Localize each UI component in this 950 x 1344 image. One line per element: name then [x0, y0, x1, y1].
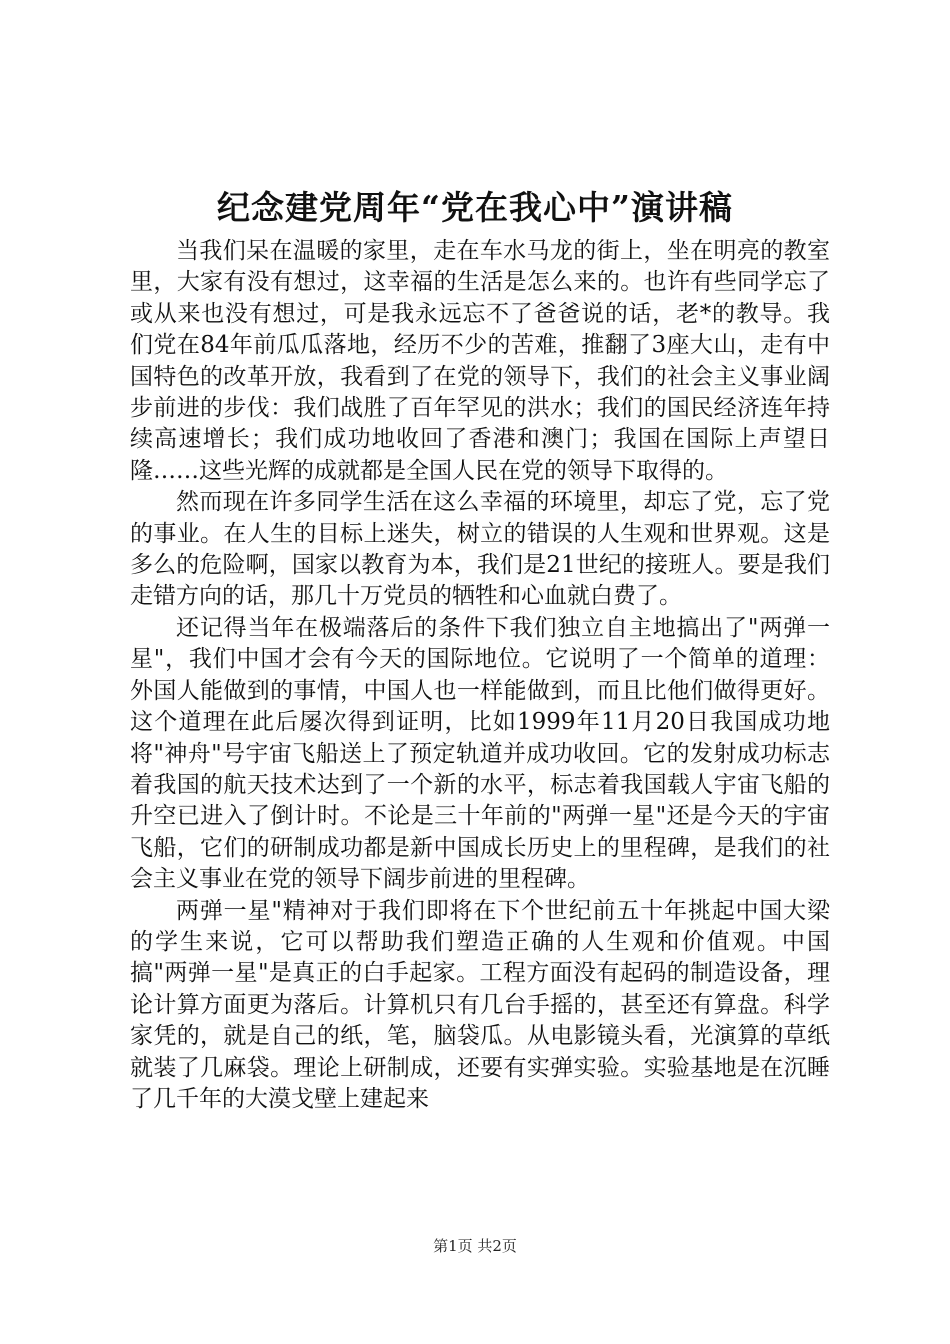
document-title: 纪念建党周年“党在我心中”演讲稿	[217, 188, 733, 227]
page-number-footer: 第1页 共2页	[433, 1237, 517, 1255]
paragraph: 然而现在许多同学生活在这么幸福的环境里，却忘了党，忘了党的事业。在人生的目标上迷失，树立的错误的人生观和世界观。这是多么的危险啊，国家以教育为本，我们是21世纪的接班人。要是我们走错方向的话，那几十万党员的牺牲和心血就白费了。	[130, 489, 830, 610]
paragraph: 还记得当年在极端落后的条件下我们独立自主地搞出了"两弹一星"，我们中国才会有今天的国际地位。它说明了一个简单的道理：外国人能做到的事情，中国人也一样能做到，而且比他们做得更好。这个道理在此后屡次得到证明，比如1999年11月20日我国成功地将"神舟"号宇宙飞船送上了预定轨道并成功收回。它的发射成功标志着我国的航天技术达到了一个新的水平，标志着我国载人宇宙飞船的升空已进入了倒计时。不论是三十年前的"两弹一星"还是今天的宇宙飞船，它们的研制成功都是新中国成长历史上的里程碑，是我们的社会主义事业在党的领导下阔步前进的里程碑。	[130, 614, 830, 893]
paragraph: 当我们呆在温暖的家里，走在车水马龙的街上，坐在明亮的教室里，大家有没有想过，这幸福的生活是怎么来的。也许有些同学忘了或从来也没有想过，可是我永远忘不了爸爸说的话，老*的教导。我们党在84年前瓜瓜落地，经历不少的苦难，推翻了3座大山，走有中国特色的改革开放，我看到了在党的领导下，我们的社会主义事业阔步前进的步伐：我们战胜了百年罕见的洪水；我们的国民经济连年持续高速增长；我们成功地收回了香港和澳门；我国在国际上声望日隆……这些光辉的成就都是全国人民在党的领导下取得的。	[130, 238, 830, 484]
document-body	[130, 236, 830, 1115]
paragraph: 两弹一星"精神对于我们即将在下个世纪前五十年挑起中国大梁的学生来说，它可以帮助我们塑造正确的人生观和价值观。中国搞"两弹一星"是真正的白手起家。工程方面没有起码的制造设备，理论计算方面更为落后。计算机只有几台手摇的，甚至还有算盘。科学家凭的，就是自己的纸，笔，脑袋瓜。从电影镜头看，光演算的草纸就装了几麻袋。理论上研制成，还要有实弹实验。实验基地是在沉睡了几千年的大漠戈壁上建起来	[130, 897, 830, 1112]
